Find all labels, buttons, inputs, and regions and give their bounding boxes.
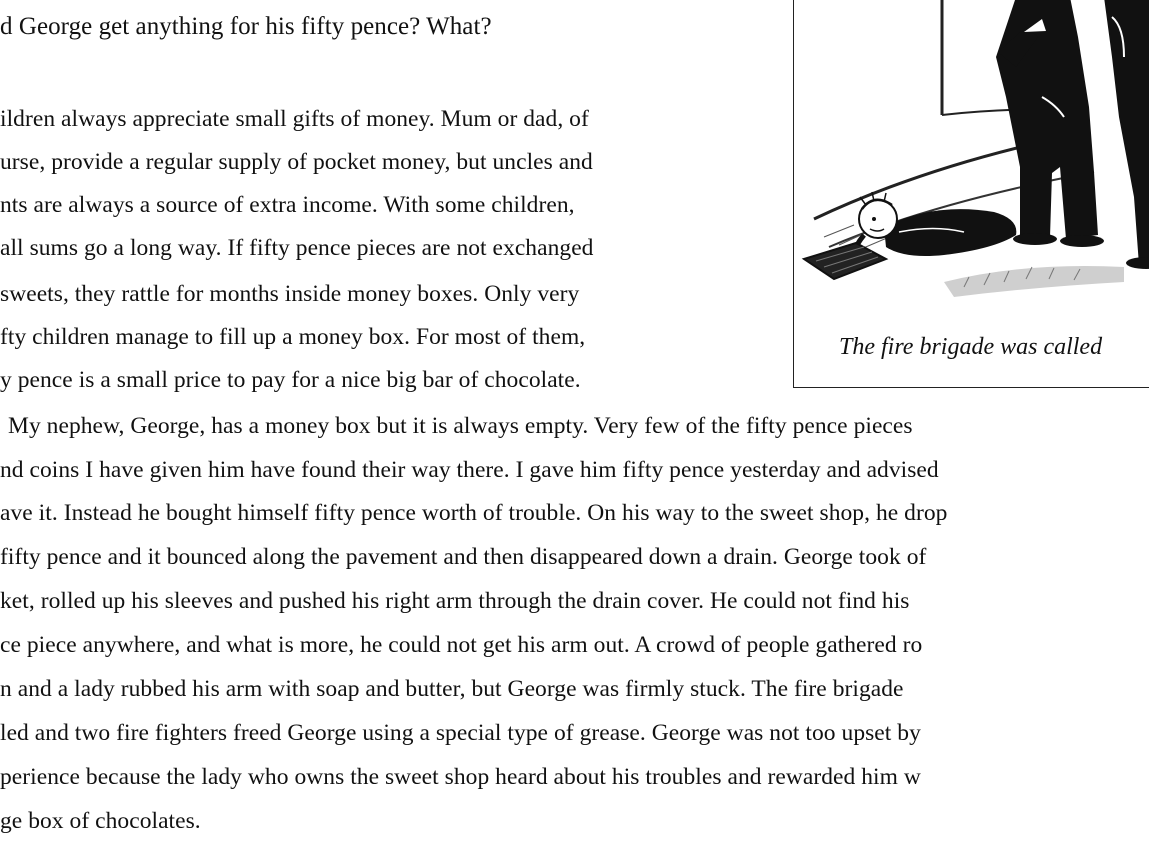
paragraph-2-line: n and a lady rubbed his arm with soap and butter, but George was firmly stuck. The fire brigade [0, 676, 904, 702]
paragraph-1-line: fty children manage to fill up a money box. For most of them, [0, 324, 586, 350]
paragraph-1-line: nts are always a source of extra income. With some children, [0, 192, 575, 218]
paragraph-1-line: urse, provide a regular supply of pocket money, but uncles and [0, 149, 593, 175]
paragraph-2-line: My nephew, George, has a money box but it is always empty. Very few of the fifty pence pieces [8, 413, 913, 439]
paragraph-2-line: led and two fire fighters freed George using a special type of grease. George was not too upset by [0, 720, 921, 746]
paragraph-1-line: all sums go a long way. If fifty pence pieces are not exchanged [0, 235, 594, 261]
paragraph-1-line: y pence is a small price to pay for a nice big bar of chocolate. [0, 367, 581, 393]
illustration-drawing [794, 0, 1149, 327]
paragraph-2-line: perience because the lady who owns the sweet shop heard about his troubles and rewarded him w [0, 764, 921, 790]
figure-caption: The fire brigade was called [839, 334, 1103, 360]
paragraph-2-line: fifty pence and it bounced along the pavement and then disappeared down a drain. George took of [0, 544, 927, 570]
question-line: d George get anything for his fifty pence? What? [0, 13, 492, 40]
paragraph-2-line: ket, rolled up his sleeves and pushed his right arm through the drain cover. He could not find his [0, 588, 910, 614]
paragraph-2-line: ave it. Instead he bought himself fifty pence worth of trouble. On his way to the sweet shop, he drop [0, 500, 948, 526]
paragraph-2-line: nd coins I have given him have found their way there. I gave him fifty pence yesterday and advised [0, 457, 939, 483]
paragraph-2-line: ge box of chocolates. [0, 808, 201, 834]
paragraph-2-line: ce piece anywhere, and what is more, he could not get his arm out. A crowd of people gathered ro [0, 632, 923, 658]
paragraph-1-line: sweets, they rattle for months inside money boxes. Only very [0, 281, 580, 307]
illustration-figure [793, 0, 1149, 388]
paragraph-1-line: ildren always appreciate small gifts of money. Mum or dad, of [0, 106, 589, 132]
